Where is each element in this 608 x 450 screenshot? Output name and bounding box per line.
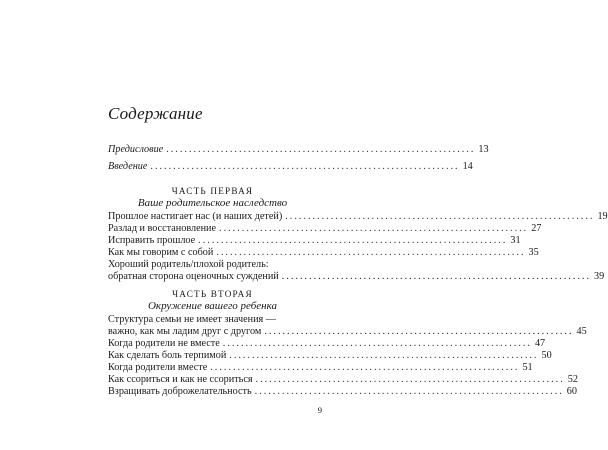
toc-entry xyxy=(108,314,587,338)
leader-dots: .................................................................... xyxy=(219,223,529,234)
leader-dots: .................................................................... xyxy=(210,362,520,373)
toc-entry-page: 47 xyxy=(534,338,546,349)
part-one-heading: ЧАСТЬ ПЕРВАЯ xyxy=(171,186,254,196)
toc-entry-label: Прошлое настигает нас (и наших детей) xyxy=(108,211,283,222)
toc-entry xyxy=(108,386,577,398)
leader-dots: .................................................................... xyxy=(254,386,564,397)
toc-entry-page: 52 xyxy=(567,374,578,385)
toc-entry xyxy=(108,211,608,223)
toc-entry xyxy=(108,338,546,350)
toc-entry-page: 27 xyxy=(531,223,542,234)
leader-dots: .................................................................... xyxy=(166,144,476,155)
toc-entry-page: 50 xyxy=(541,350,552,361)
toc-entry-page: 60 xyxy=(566,386,577,397)
toc-entry-label-line1: Хороший родитель/плохой родитель: xyxy=(108,259,269,270)
toc-entry-page: 31 xyxy=(510,235,521,246)
toc-entry-label-line2: обратная сторона оценочных суждений xyxy=(108,271,279,282)
toc-entry-label-line2: важно, как мы ладим друг с другом xyxy=(108,326,262,337)
toc-entry-label: Предисловие xyxy=(108,144,164,155)
toc-entry-label: Как ссориться и как не ссориться xyxy=(108,374,253,385)
leader-dots: .................................................................... xyxy=(216,247,526,258)
toc-entry-row2 xyxy=(108,271,605,283)
leader-dots: .................................................................... xyxy=(264,326,574,337)
toc-entry-label: Исправить прошлое xyxy=(108,235,196,246)
toc-entry-label: Как сделать боль терпимой xyxy=(108,350,227,361)
toc-entry-page: 14 xyxy=(462,161,473,172)
toc-entry-label-line1: Структура семьи не имеет значения — xyxy=(108,314,276,325)
toc-entry-label: Когда родители вместе xyxy=(108,362,208,373)
toc-entry-introduction xyxy=(108,161,473,173)
part-two-subtitle: Окружение вашего ребенка xyxy=(147,300,278,312)
toc-entry-page: 35 xyxy=(528,247,539,258)
leader-dots: .................................................................... xyxy=(222,338,532,349)
leader-dots: .................................................................... xyxy=(255,374,565,385)
toc-entry-label: Разлад и восстановление xyxy=(108,223,217,234)
part-two-heading: ЧАСТЬ ВТОРАЯ xyxy=(172,289,253,299)
toc-entry-row2 xyxy=(108,326,587,338)
toc-entry-preface xyxy=(108,144,489,156)
part-one-subtitle: Ваше родительское наследство xyxy=(137,197,288,209)
toc-entry-label: Когда родители не вместе xyxy=(108,338,220,349)
leader-dots: .................................................................... xyxy=(198,235,508,246)
toc-entry-page: 51 xyxy=(522,362,533,373)
leader-dots: .................................................................... xyxy=(285,211,595,222)
toc-entry-page: 39 xyxy=(593,271,605,282)
page-number: 9 xyxy=(317,405,322,415)
leader-dots: .................................................................... xyxy=(150,161,460,172)
toc-entry-page: 13 xyxy=(478,144,489,155)
toc-entry xyxy=(108,235,521,247)
leader-dots: .................................................................... xyxy=(229,350,539,361)
toc-entry xyxy=(108,223,542,235)
leader-dots: .................................................................... xyxy=(281,271,591,282)
toc-entry-page: 45 xyxy=(576,326,587,337)
toc-entry xyxy=(108,259,605,283)
toc-entry-page: 19 xyxy=(597,211,608,222)
toc-entry xyxy=(108,350,552,362)
toc-entry-label: Введение xyxy=(108,161,148,172)
toc-entry-label: Взращивать доброжелательность xyxy=(108,386,252,397)
toc-title: Содержание xyxy=(108,104,203,123)
toc-entry-label: Как мы говорим с собой xyxy=(108,247,214,258)
toc-entry xyxy=(108,362,533,374)
toc-entry xyxy=(108,247,539,259)
toc-entry xyxy=(108,374,578,386)
